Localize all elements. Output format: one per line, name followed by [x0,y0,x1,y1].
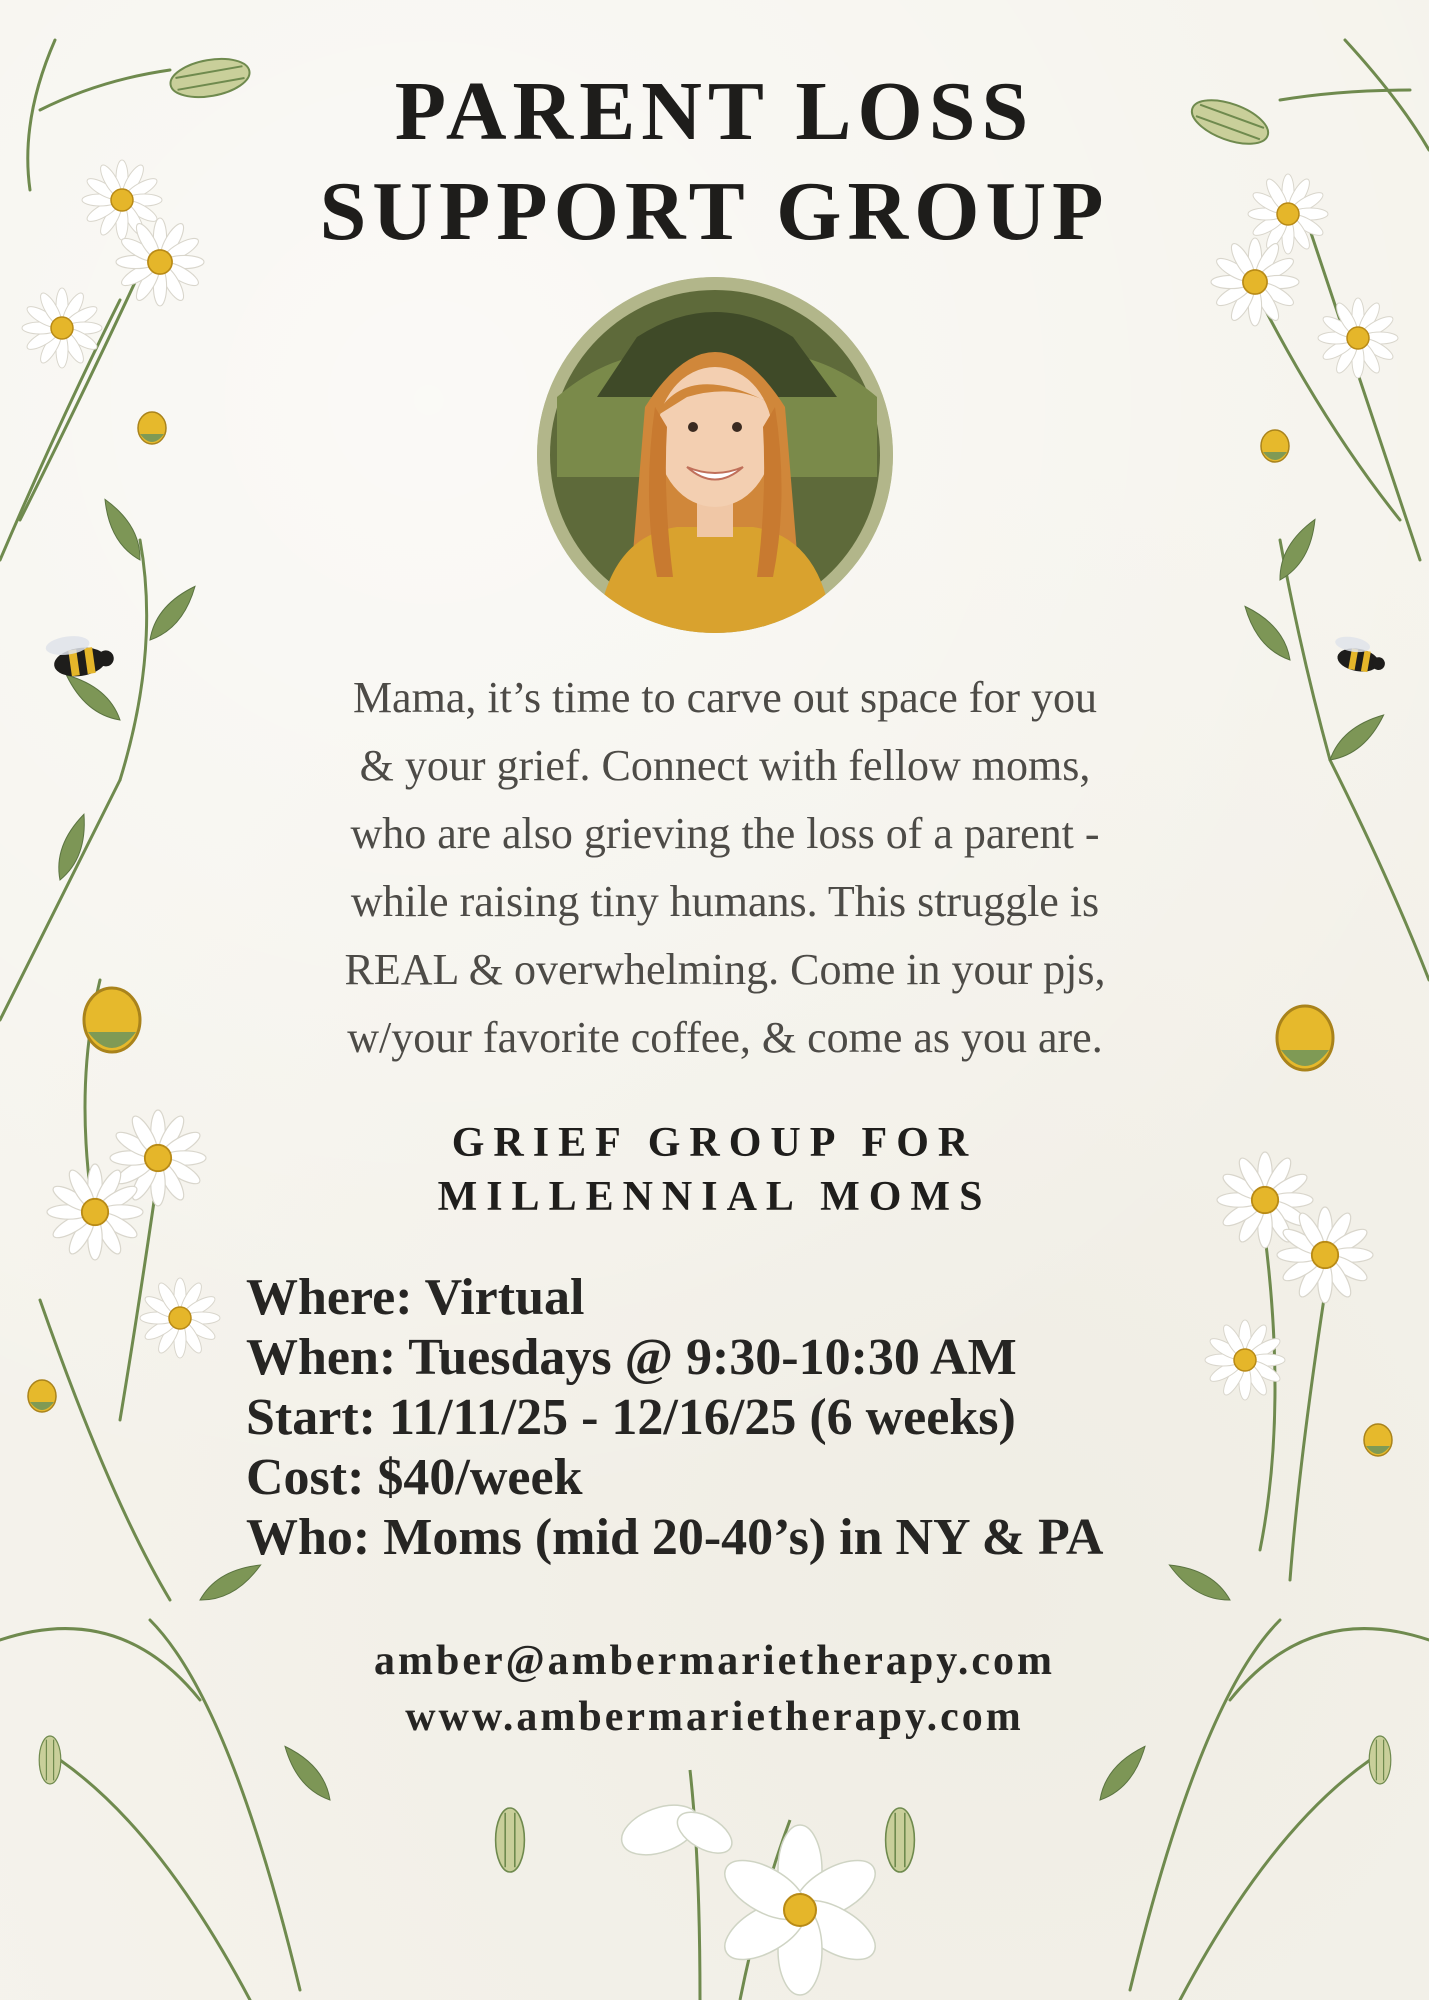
description-line: & your grief. Connect with fellow moms, [359,741,1091,790]
title-line-1: PARENT LOSS [394,65,1035,158]
description-line: w/your favorite coffee, & come as you are. [347,1013,1103,1062]
therapist-portrait-photo [537,277,893,633]
detail-who: Who: Moms (mid 20-40’s) in NY & PA [246,1509,1104,1566]
contact-website[interactable]: www.ambermarietherapy.com [405,1694,1024,1740]
description-line: REAL & overwhelming. Come in your pjs, [344,945,1106,994]
subheading-line-1: GRIEF GROUP FOR [451,1120,978,1166]
description-line: Mama, it’s time to carve out space for you [352,673,1098,722]
detail-when: When: Tuesdays @ 9:30-10:30 AM [246,1329,1017,1386]
description-line: while raising tiny humans. This struggle is [350,877,1100,926]
event-details [246,1268,1246,1568]
title-line-2: SUPPORT GROUP [319,165,1110,258]
detail-where: Where: Virtual [246,1269,585,1326]
detail-cost: Cost: $40/week [246,1449,583,1506]
description-paragraph [255,664,1195,1072]
detail-start: Start: 11/11/25 - 12/16/25 (6 weeks) [246,1389,1016,1446]
subheading-line-2: MILLENNIAL MOMS [437,1174,992,1220]
description-line: who are also grieving the loss of a parent - [350,809,1100,858]
contact-email[interactable]: amber@ambermarietherapy.com [373,1638,1056,1684]
